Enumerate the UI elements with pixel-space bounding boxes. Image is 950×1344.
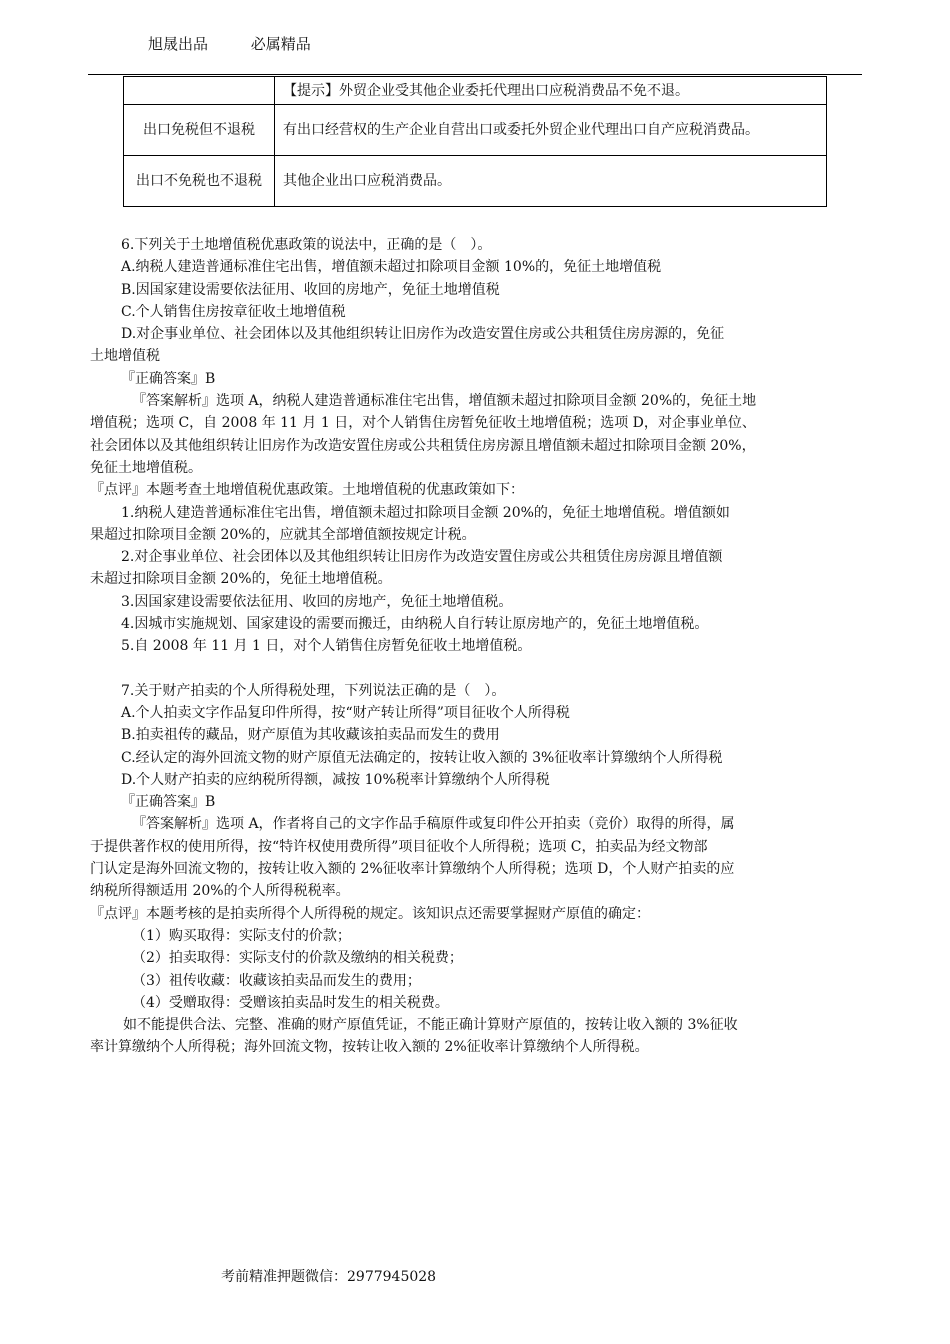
q6-answer: 『正确答案』B <box>121 370 216 387</box>
q7-review-point: （4）受赠取得：受赠该拍卖品时发生的相关税费。 <box>132 994 449 1011</box>
question-6-stem: 6.下列关于土地增值税优惠政策的说法中，正确的是（ ）。 <box>121 237 492 253</box>
q6-explanation: 『答案解析』选项 A，纳税人建造普通标准住宅出售，增值额未超过扣除项目金额 20%的，免征土地 <box>132 393 757 410</box>
q6-explanation-line: 社会团体以及其他组织转让旧房作为改造安置住房或公共租赁住房房源且增值额未超过扣除项目金额 20%， <box>90 437 756 454</box>
q6-review-item: 5.自 2008 年 11 月 1 日，对个人销售住房暂免征收土地增值税。 <box>121 638 532 655</box>
q6-review-item: 1.纳税人建造普通标准住宅出售，增值额未超过扣除项目金额 20%的，免征土地增值税。增值额如 <box>121 504 730 521</box>
q6-review-item-cont: 未超过扣除项目金额 20%的，免征土地增值税。 <box>90 571 392 588</box>
table-row <box>124 105 827 156</box>
q6-option-c: C.个人销售住房按章征收土地增值税 <box>121 303 346 320</box>
q7-explanation-line: 门认定是海外回流文物的，按转让收入额的 2%征收率计算缴纳个人所得税；选项 D，个人财产拍卖的应 <box>90 861 735 878</box>
q6-review-item-cont: 果超过扣除项目金额 20%的，应就其全部增值额按规定计税。 <box>90 526 476 543</box>
q6-explanation-line: 增值税；选项 C，自 2008 年 11 月 1 日，对个人销售住房暂免征收土地增值税；选项 D，对企事业单位、 <box>90 415 756 432</box>
q7-answer: 『正确答案』B <box>121 794 216 811</box>
section-gap <box>90 658 890 680</box>
q6-option-b: B.因国家建设需要依法征用、收回的房地产，免征土地增值税 <box>121 281 500 298</box>
q6-option-a: A.纳税人建造普通标准住宅出售，增值额未超过扣除项目金额 10%的，免征土地增值税 <box>121 259 662 276</box>
q6-review-item: 2.对企事业单位、社会团体以及其他组织转让旧房作为改造安置住房或公共租赁住房房源且增值额 <box>121 549 723 566</box>
q7-option-c: C.经认定的海外回流文物的财产原值无法确定的，按转让收入额的 3%征收率计算缴纳个人所得税 <box>121 749 723 766</box>
q7-review-point: （3）祖传收藏：收藏该拍卖品而发生的费用； <box>132 972 421 989</box>
table-cell-label <box>124 77 275 105</box>
table-row <box>124 77 827 105</box>
q7-option-d: D.个人财产拍卖的应纳税所得额，减按 10%税率计算缴纳个人所得税 <box>121 771 550 788</box>
export-tax-table <box>123 76 827 207</box>
table-cell-text: 其他企业出口应税消费品。 <box>275 156 827 207</box>
header-left-text: 旭晟出品 <box>148 35 209 53</box>
q6-review: 『点评』本题考查土地增值税优惠政策。土地增值税的优惠政策如下： <box>90 482 524 499</box>
table-row <box>124 156 827 207</box>
q6-option-d-cont: 土地增值税 <box>90 348 160 365</box>
q7-review-point: （1）购买取得：实际支付的价款； <box>132 927 351 944</box>
footer-contact: 考前精准押题微信：2977945028 <box>221 1269 437 1285</box>
q7-review-point: （2）拍卖取得：实际支付的价款及缴纳的相关税费； <box>132 950 463 967</box>
q6-option-d: D.对企事业单位、社会团体以及其他组织转让旧房作为改造安置住房或公共租赁住房房源的，免征 <box>121 326 725 343</box>
table-cell-text: 有出口经营权的生产企业自营出口或委托外贸企业代理出口自产应税消费品。 <box>275 105 827 156</box>
table-cell-label: 出口不免税也不退税 <box>124 156 275 207</box>
q6-review-item: 3.因国家建设需要依法征用、收回的房地产，免征土地增值税。 <box>121 593 513 610</box>
q6-review-item: 4.因城市实施规划、国家建设的需要而搬迁，由纳税人自行转让原房地产的，免征土地增值税。 <box>121 616 709 633</box>
q6-explanation-line: 免征土地增值税。 <box>90 459 202 476</box>
q7-explanation: 『答案解析』选项 A，作者将自己的文字作品手稿原件或复印件公开拍卖（竞价）取得的所得，属 <box>132 816 735 833</box>
q7-explanation-line: 于提供著作权的使用所得，按“特许权使用费所得”项目征收个人所得税；选项 C，拍卖品为经文物部 <box>90 838 708 855</box>
document-body <box>90 234 890 1059</box>
q7-note: 如不能提供合法、完整、准确的财产原值凭证，不能正确计算财产原值的，按转让收入额的 3%征收 <box>123 1017 738 1034</box>
header-rule <box>88 74 862 75</box>
question-7-stem: 7.关于财产拍卖的个人所得税处理，下列说法正确的是（ ）。 <box>121 682 506 699</box>
table-cell-label: 出口免税但不退税 <box>124 105 275 156</box>
q7-note-cont: 率计算缴纳个人所得税；海外回流文物，按转让收入额的 2%征收率计算缴纳个人所得税。 <box>90 1039 649 1056</box>
q7-option-b: B.拍卖祖传的藏品，财产原值为其收藏该拍卖品而发生的费用 <box>121 727 500 744</box>
q7-option-a: A.个人拍卖文字作品复印件所得，按“财产转让所得”项目征收个人所得税 <box>121 704 570 721</box>
header-right-text: 必属精品 <box>250 35 311 53</box>
table-cell-text: 【提示】外贸企业受其他企业委托代理出口应税消费品不免不退。 <box>275 77 827 105</box>
q7-review: 『点评』本题考核的是拍卖所得个人所得税的规定。该知识点还需要掌握财产原值的确定： <box>90 905 650 922</box>
page-header <box>148 33 311 54</box>
q7-explanation-line: 纳税所得额适用 20%的个人所得税税率。 <box>90 883 350 900</box>
